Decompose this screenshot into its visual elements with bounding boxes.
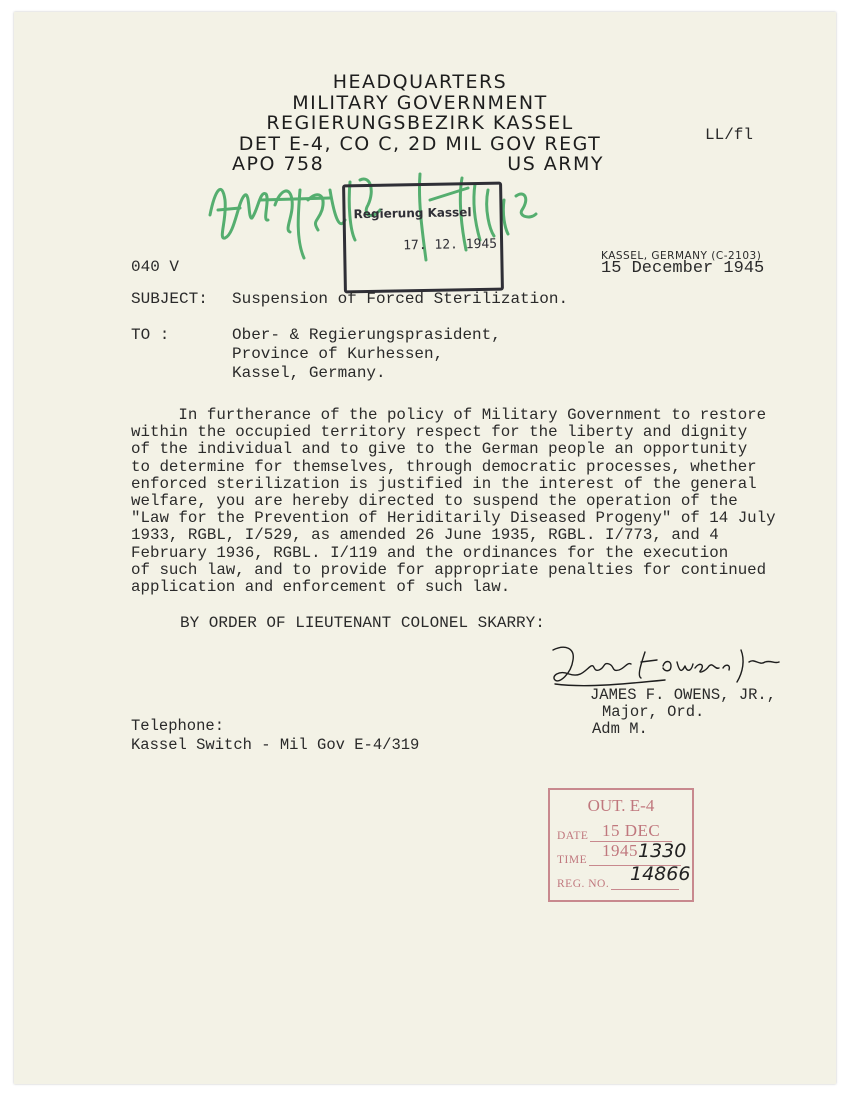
file-number: 040 V — [131, 258, 180, 276]
outgoing-reg-value: 14866 — [630, 863, 691, 885]
body-line: to determine for themselves, through democratic processes, whether — [131, 457, 757, 476]
signatory-name: JAMES F. OWENS, JR., — [590, 686, 777, 704]
body-line: of such law, and to provide for appropriate penalties for continued — [131, 560, 767, 579]
body-line: within the occupied territory respect for the liberty and dignity — [131, 423, 748, 442]
body-line: 1933, RGBL, I/529, as amended 26 June 1935, RGBL. I/773, and 4 — [131, 526, 719, 545]
outgoing-stamp-title: OUT. E-4 — [587, 796, 655, 815]
to-line-2: Province of Kurhessen, — [232, 345, 444, 363]
subject-label: SUBJECT: — [131, 290, 208, 308]
outgoing-reg-label: REG. NO. — [557, 878, 610, 890]
body-line: welfare, you are hereby directed to suspend the operation of the — [131, 492, 738, 511]
body-line: "Law for the Prevention of Heriditarily Diseased Progeny" of 14 July — [131, 509, 776, 528]
outgoing-time-value: 1330 — [638, 840, 687, 862]
body-line: application and enforcement of such law. — [131, 578, 511, 597]
letterhead-line-4: DET E-4, CO C, 2D MIL GOV REGT — [238, 132, 602, 155]
telephone-label: Telephone: — [131, 717, 225, 735]
signatory-rank: Major, Ord. — [602, 703, 705, 721]
signatory-title: Adm M. — [592, 720, 648, 738]
reference-code: LL/fl — [705, 126, 754, 144]
letterhead-army: US ARMY — [507, 153, 604, 175]
receipt-stamp-date: 17. 12. 1945 — [403, 236, 498, 254]
telephone-value: Kassel Switch - Mil Gov E-4/319 — [131, 736, 420, 754]
to-label: TO : — [131, 326, 170, 344]
letterhead-apo: APO 758 — [232, 153, 325, 175]
body-line: enforced sterilization is justified in the interest of the general — [131, 474, 757, 493]
body-line: February 1936, RGBL. I/119 and the ordinances for the execution — [131, 543, 729, 562]
outgoing-date-label: DATE — [557, 830, 589, 842]
receipt-stamp — [342, 182, 504, 294]
outgoing-date-value: 15 DEC 1945 — [602, 821, 661, 860]
body-paragraph — [131, 407, 791, 596]
order-line: BY ORDER OF LIEUTENANT COLONEL SKARRY: — [180, 614, 545, 632]
outgoing-stamp — [548, 788, 694, 902]
letterhead-line-3: REGIERUNGSBEZIRK KASSEL — [266, 112, 574, 134]
letterhead-line-1: HEADQUARTERS — [332, 71, 508, 93]
document-date: 15 December 1945 — [601, 259, 765, 278]
to-line-1: Ober- & Regierungsprasident, — [232, 326, 501, 344]
to-line-3: Kassel, Germany. — [232, 364, 386, 382]
subject-text: Suspension of Forced Sterilization. — [232, 290, 569, 308]
outgoing-time-label: TIME — [557, 854, 588, 866]
body-line: In furtherance of the policy of Military Government to restore — [131, 406, 767, 424]
body-line: of the individual and to give to the German people an opportunity — [131, 440, 748, 459]
place-line: KASSEL, GERMANY (C-2103) — [601, 250, 762, 262]
receipt-stamp-office: Regierung Kassel — [353, 205, 472, 222]
letterhead-line-2: MILITARY GOVERNMENT — [292, 91, 548, 114]
